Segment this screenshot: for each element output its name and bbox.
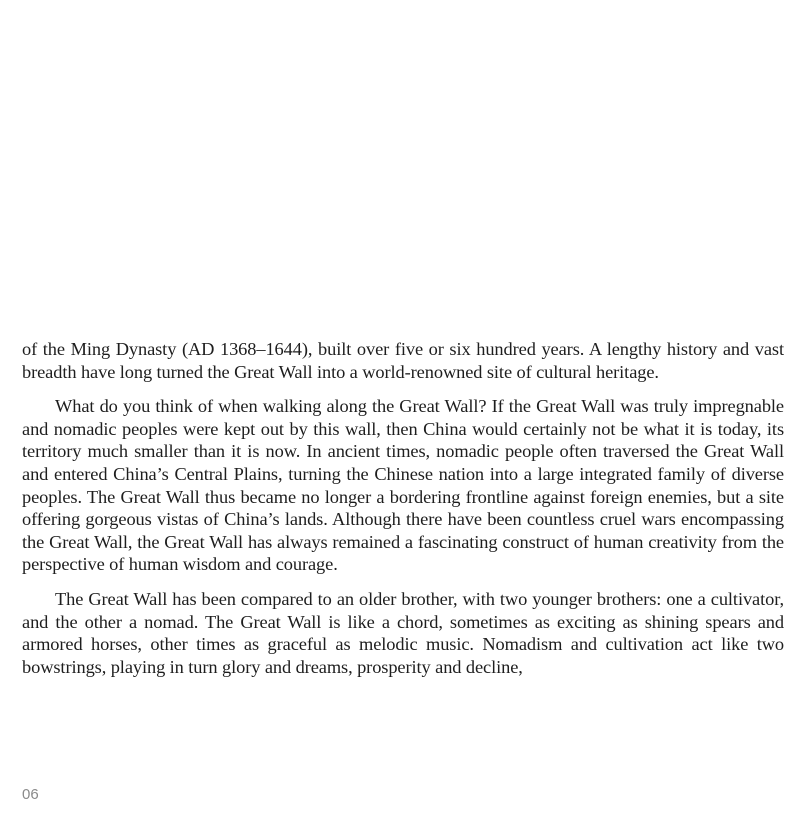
paragraph-great-wall-reflection: What do you think of when walking along the Great Wall? If the Great Wall was truly impregnable and nomadic peoples were kept out by this wall, then China would certainly not be what it is today, its territory much smaller than it is now. In ancient times, nomadic people often traversed the Great Wall and entered China’s Central Plains, turning the Chinese nation into a large integrated family of diverse peoples. The Great Wall thus became no longer a bordering frontline against foreign enemies, but a site offering gorgeous vistas of China’s lands. Although there have been countless cruel wars encompassing the Great Wall, the Great Wall has always remained a fascinating construct of human creativity from the perspective of human wisdom and courage.	[22, 396, 784, 575]
page-number: 06	[22, 786, 39, 803]
body-text	[22, 338, 784, 678]
paragraph-great-wall-metaphor: The Great Wall has been compared to an older brother, with two younger brothers: one a cultivator, and the other a nomad. The Great Wall is like a chord, sometimes as exciting as shining spears and armored horses, other times as graceful as melodic music. Nomadism and cultivation act like two bowstrings, playing in turn glory and dreams, prosperity and decline,	[22, 588, 784, 677]
paragraph-continuation: of the Ming Dynasty (AD 1368–1644), built over five or six hundred years. A lengthy history and vast breadth have long turned the Great Wall into a world-renowned site of cultural heritage.	[22, 339, 784, 382]
